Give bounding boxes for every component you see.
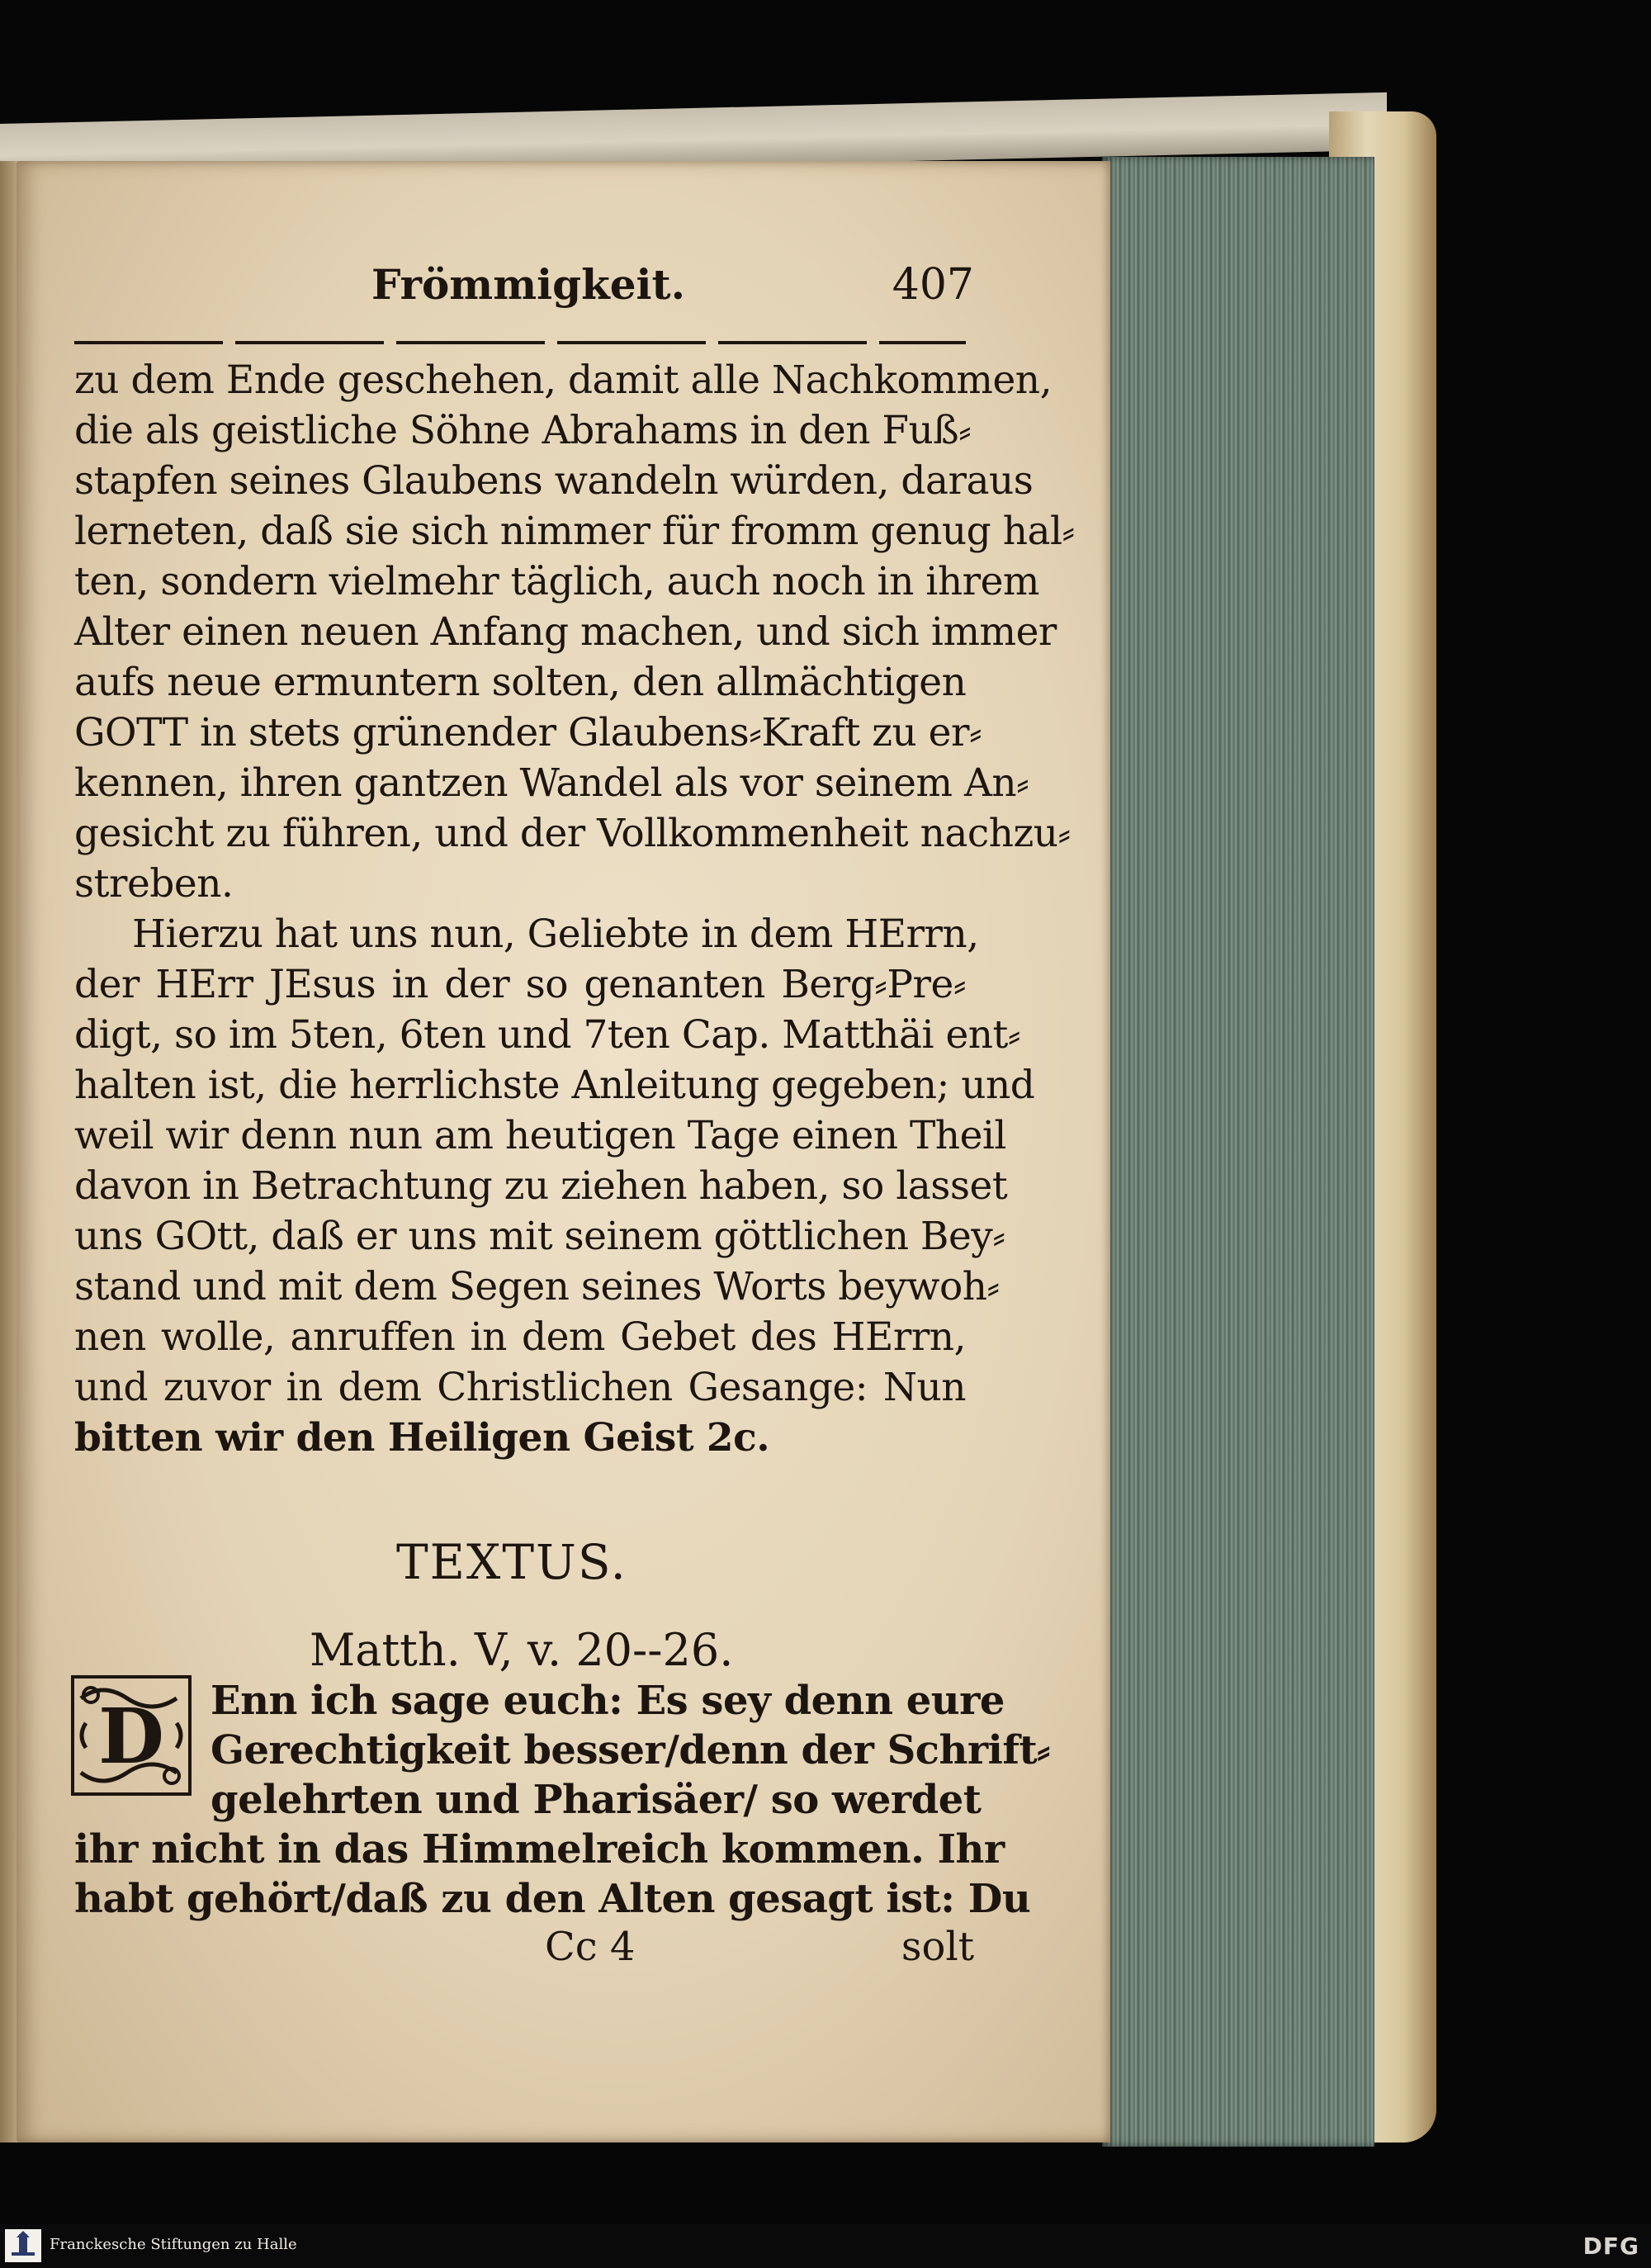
text-line: nen wolle, anruffen in dem Gebet des HErrn, [74, 1314, 966, 1360]
institution-logo-icon [5, 2229, 41, 2262]
running-head: Frömmigkeit. [371, 260, 686, 309]
text-line: zu dem Ende geschehen, damit alle Nachkommen, [74, 357, 1053, 403]
text-line: stapfen seines Glaubens wandeln würden, daraus [74, 458, 1034, 504]
header-rule [74, 341, 966, 344]
drop-cap-letter: D [98, 1692, 164, 1781]
institution-name: Franckesche Stiftungen zu Halle [50, 2236, 297, 2253]
signature-mark: Cc 4 [545, 1924, 636, 1970]
text-line: streben. [74, 861, 234, 907]
text-line: halten ist, die herrlichste Anleitung gegeben; und [74, 1063, 1035, 1108]
text-line: kennen, ihren gantzen Wandel als vor seinem An⸗ [74, 760, 1029, 806]
scripture-line: gelehrten und Pharisäer/ so werdet [211, 1777, 982, 1823]
catchword: solt [901, 1924, 974, 1970]
page-text-block [74, 260, 1075, 1970]
text-line: ten, sondern vielmehr täglich, auch noch in ihrem [74, 559, 1039, 604]
page-header [74, 260, 974, 334]
scripture-line: ihr nicht in das Himmelreich kommen. Ihr [74, 1826, 1005, 1873]
verse-reference: Matth. V, v. 20--26. [310, 1624, 734, 1676]
page-number: 407 [892, 260, 974, 310]
text-line: stand und mit dem Segen seines Worts beywoh⸗ [74, 1264, 1000, 1309]
text-line: bitten wir den Heiligen Geist 2c. [74, 1415, 770, 1461]
textus-heading: TEXTUS. [396, 1534, 627, 1590]
text-line: gesicht zu führen, und der Vollkommenheit nachzu⸗ [74, 811, 1071, 856]
scripture-line: Gerechtigkeit besser/denn der Schrift⸗ [211, 1727, 1050, 1773]
text-line: uns GOtt, daß er uns mit seinem göttlichen Bey⸗ [74, 1214, 1005, 1259]
text-line: Hierzu hat uns nun, Geliebte in dem HErrn, [132, 911, 979, 957]
viewer-footer [0, 2224, 1651, 2268]
text-line: Alter einen neuen Anfang machen, und sich immer [74, 609, 1057, 655]
scripture-line: Enn ich sage euch: Es sey denn eure [211, 1678, 1005, 1724]
sermon-body [74, 355, 1075, 1463]
text-line: GOTT in stets grünender Glaubens⸗Kraft zu er⸗ [74, 710, 982, 755]
text-line: davon in Betrachtung zu ziehen haben, so lasset [74, 1163, 1008, 1209]
text-line: weil wir denn nun am heutigen Tage einen Theil [74, 1113, 1006, 1158]
scripture-line: habt gehört/daß zu den Alten gesagt ist: Du [74, 1876, 1031, 1922]
text-line: die als geistliche Söhne Abrahams in den Fuß⸗ [74, 408, 972, 453]
text-line: aufs neue ermuntern solten, den allmächtigen [74, 660, 967, 705]
scripture-text [74, 1676, 1050, 1973]
text-line: lerneten, daß sie sich nimmer für fromm genug hal⸗ [74, 509, 1075, 554]
page-edges [1102, 157, 1374, 2147]
dfg-logo: DFG [1582, 2232, 1639, 2260]
page-footer-line [74, 1924, 974, 1973]
text-line: und zuvor in dem Christlichen Gesange: Nun [74, 1365, 966, 1410]
text-line: der HErr JEsus in der so genanten Berg⸗Pre⸗ [74, 962, 966, 1007]
text-line: digt, so im 5ten, 6ten und 7ten Cap. Matthäi ent⸗ [74, 1012, 1021, 1058]
